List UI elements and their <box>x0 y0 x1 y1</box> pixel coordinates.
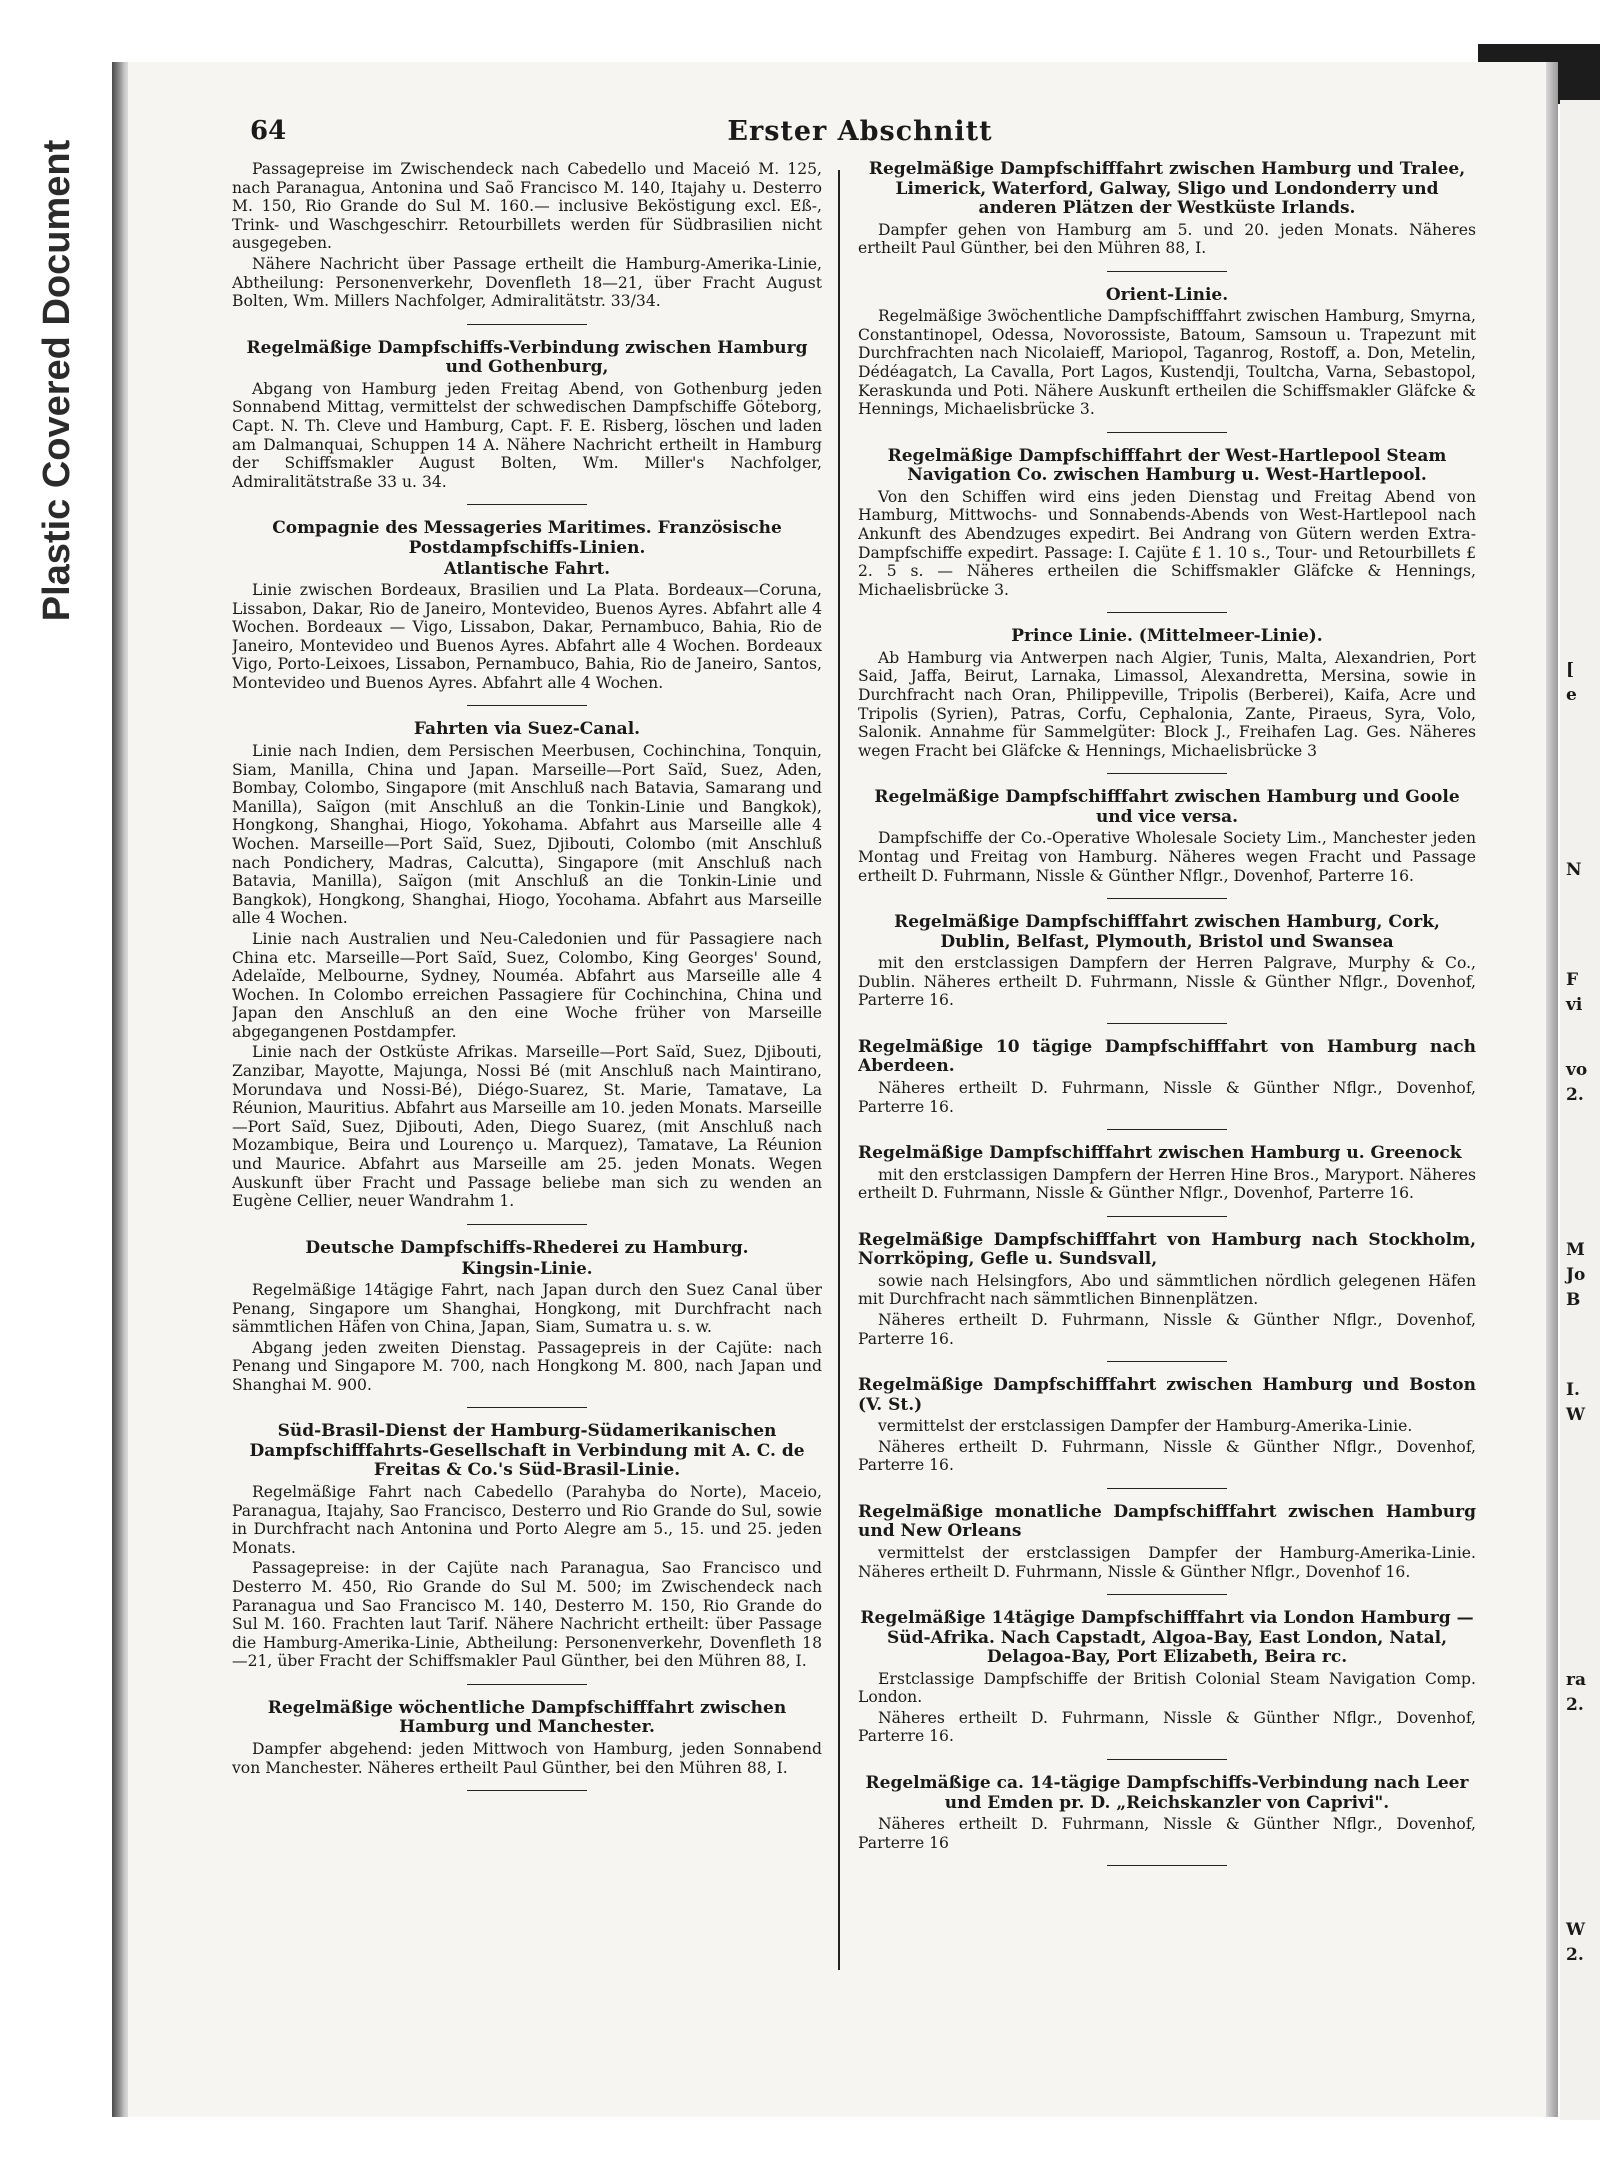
notice-entry <box>232 720 822 1210</box>
entry-title: Regelmäßige Dampfschifffahrt zwischen Hamburg, Cork, Dublin, Belfast, Plymouth, Bristol und Swansea <box>894 912 1440 952</box>
right-column <box>858 160 1476 2060</box>
entry-title: Regelmäßige monatliche Dampfschifffahrt zwischen Hamburg und New Orleans <box>858 1501 1476 1542</box>
entry-paragraph: mit den erstclassigen Dampfern der Herren Palgrave, Murphy & Co., Dublin. Näheres ertheilt D. Fuhrmann, Nissle & Günther Nflgr., Dovenhof, Parterre 16. <box>858 954 1476 1010</box>
entry-paragraph: Ab Hamburg via Antwerpen nach Algier, Tunis, Malta, Alexandrien, Port Said, Jaffa, Beirut, Larnaka, Limassol, Alexandretta, Mersina, sowie in Durchfracht nach Oran, Philippeville, Tripolis (Berberei), Kaifa, Acre und Tripolis (Syrien), Patras, Corfu, Cephalonia, Zante, Piraeus, Syra, Volo, Salonik. Annahme für Sammelgüter: Block J., Freihafen Lag. Ges. Näheres wegen Fracht bei Gläfcke & Hennings, Michaelisbrücke 3 <box>858 648 1476 760</box>
notice-entry <box>232 160 822 311</box>
section-rule <box>467 1684 587 1685</box>
entry-paragraph: vermittelst der erstclassigen Dampfer der Hamburg-Amerika-Linie. Näheres ertheilt D. Fuhrmann, Nissle & Günther Nflgr., Dovenhof 16. <box>858 1543 1476 1581</box>
section-rule <box>467 1224 587 1225</box>
entry-subtitle: Atlantische Fahrt. <box>443 559 611 579</box>
notice-entry <box>858 1774 1476 1852</box>
end-rule <box>467 1790 587 1791</box>
next-page-fragment: ra <box>1566 1670 1586 1690</box>
notice-entry <box>858 1038 1476 1116</box>
entry-paragraph: sowie nach Helsingfors, Abo und sämmtlichen nördlich gelegenen Häfen mit Durchfracht nach sämmtlichen Binnenplätzen. <box>858 1271 1476 1309</box>
notice-entry <box>232 1699 822 1777</box>
section-rule <box>1107 1216 1227 1217</box>
entry-title: Fahrten via Suez-Canal. <box>413 719 641 740</box>
entry-paragraph: Von den Schiffen wird eins jeden Dienstag und Freitag Abend von Hamburg, Mittwochs- und Sonnabends-Abends von West-Hartlepool nach Ankunft des Abendzuges expedirt. Bei Andrang von Gütern werden Extra-Dampfschiffe expedirt. Passage: I. Cajüte £ 1. 10 s., Tour- und Retourbillets £ 2. 5 s. — Näheres ertheilen die Schiffsmakler Gläfcke & Hennings, Michaelisbrücke 3. <box>858 487 1476 599</box>
notice-entry <box>232 1422 822 1670</box>
entry-paragraph: Passagepreise im Zwischendeck nach Cabedello und Maceió M. 125, nach Paranagua, Antonina und Saõ Francisco M. 140, Itajahy u. Desterro M. 150, Rio Grande do Sul M. 160.— inclusive Beköstigung excl. Eß-, Trink- und Waschgeschirr. Retourbillets werden für Südbrasilien nicht ausgegeben. <box>232 160 822 253</box>
next-page-fragment: 2. <box>1566 1695 1584 1715</box>
next-page-fragment: M <box>1566 1240 1585 1260</box>
entry-paragraph: Abgang jeden zweiten Dienstag. Passagepreis in der Cajüte: nach Penang und Singapore M. 700, nach Hongkong M. 800, nach Japan und Shanghai M. 900. <box>232 1338 822 1394</box>
section-rule <box>1107 1361 1227 1362</box>
page-number: 64 <box>250 116 287 146</box>
next-page-fragment: vo <box>1566 1060 1588 1080</box>
notice-entry <box>858 913 1476 1010</box>
page-edge <box>1546 62 1558 2117</box>
entry-paragraph: Näheres ertheilt D. Fuhrmann, Nissle & Günther Nflgr., Dovenhof, Parterre 16. <box>858 1708 1476 1746</box>
entry-paragraph: vermittelst der erstclassigen Dampfer der Hamburg-Amerika-Linie. <box>878 1417 1413 1436</box>
entry-title: Regelmäßige 14tägige Dampfschifffahrt via London Hamburg — Süd-Afrika. Nach Capstadt, Algoa-Bay, East London, Natal, Delagoa-Bay, Port Elizabeth, Beira rc. <box>860 1608 1474 1668</box>
notice-entry <box>858 1503 1476 1581</box>
entry-paragraph: Linie nach der Ostküste Afrikas. Marseille—Port Saïd, Suez, Djibouti, Zanzibar, Mayotte, Majunga, Nossi Bé (mit Anschluß nach Maintirano, Morundava und Nossi-Bé), Diégo-Suarez, St. Marie, Tamatave, La Réunion, Mauritius. Abfahrt aus Marseille am 10. jeden Monats. Marseille—Port Saïd, Suez, Djibouti, Aden, Diego Suarez, (mit Anschluß nach Mozambique, Beira und Lourenço u. Marquez), Tamatave, La Réunion und Maurice. Abfahrt aus Marseille am 25. jeden Monats. Wegen Auskunft über Fracht und Passage beliebe man sich zu wenden an Eugène Cellier, neuer Wandrahm 1. <box>232 1043 822 1211</box>
end-rule <box>1107 1865 1227 1866</box>
next-page-fragment: W <box>1566 1405 1586 1425</box>
entry-title: Regelmäßige wöchentliche Dampfschifffahrt zwischen Hamburg und Manchester. <box>267 1697 787 1738</box>
entry-title: Regelmäßige Dampfschifffahrt zwischen Hamburg und Tralee, Limerick, Waterford, Galway, Sligo und Londonderry und anderen Plätzen der Westküste Irlands. <box>868 160 1466 218</box>
entry-title: Regelmäßige Dampfschiffs-Verbindung zwischen Hamburg und Gothenburg, <box>246 337 808 378</box>
column-divider <box>838 170 840 1970</box>
section-rule <box>1107 432 1227 433</box>
entry-paragraph: Linie zwischen Bordeaux, Brasilien und La Plata. Bordeaux—Coruna, Lissabon, Dakar, Rio de Janeiro, Montevideo, Buenos Ayres. Abfahrt alle 4 Wochen. Bordeaux — Vigo, Lissabon, Dakar, Pernambuco, Bahia, Rio de Janeiro, Montevideo und Buenos Ayres. Abfahrt alle 4 Wochen. Bordeaux Vigo, Porto-Leixoes, Lissabon, Pernambuco, Bahia, Rio de Janeiro, Santos, Montevideo und Buenos Ayres. Abfahrt alle 4 Wochen. <box>232 580 822 692</box>
section-rule <box>467 504 587 505</box>
section-rule <box>467 1407 587 1408</box>
section-rule <box>1107 773 1227 774</box>
left-column <box>232 160 822 2060</box>
section-rule <box>1107 1129 1227 1130</box>
entry-title: Compagnie des Messageries Maritimes. Französische Postdampfschiffs-Linien. <box>272 518 782 558</box>
page-header <box>250 116 1470 156</box>
notice-entry <box>858 1609 1476 1746</box>
next-page-fragment: 2. <box>1566 1945 1584 1965</box>
notice-entry <box>858 627 1476 760</box>
next-page-strip <box>1560 100 1600 2120</box>
section-rule <box>1107 898 1227 899</box>
notice-entry <box>858 286 1476 419</box>
entry-paragraph: Näheres ertheilt D. Fuhrmann, Nissle & Günther Nflgr., Dovenhof, Parterre 16. <box>858 1311 1476 1348</box>
section-rule <box>1107 1759 1227 1760</box>
next-page-fragment: W <box>1566 1920 1586 1940</box>
next-page-fragment: F <box>1566 970 1579 990</box>
notice-entry <box>858 1231 1476 1348</box>
next-page-fragment: I. <box>1566 1380 1580 1400</box>
entry-paragraph: Näheres ertheilt D. Fuhrmann, Nissle & Günther Nflgr., Dovenhof, Parterre 16. <box>858 1437 1476 1475</box>
notice-entry <box>858 1376 1476 1475</box>
entry-paragraph: Dampfer gehen von Hamburg am 5. und 20. jeden Monats. Näheres ertheilt Paul Günther, bei den Mühren 88, I. <box>858 220 1476 258</box>
entry-paragraph: Näheres ertheilt D. Fuhrmann, Nissle & Günther Nflgr., Dovenhof, Parterre 16. <box>858 1078 1476 1116</box>
entry-paragraph: Näheres ertheilt D. Fuhrmann, Nissle & Günther Nflgr., Dovenhof, Parterre 16 <box>858 1815 1476 1852</box>
entry-title: Regelmäßige Dampfschifffahrt von Hamburg nach Stockholm, Norrköping, Gefle u. Sundsvall, <box>858 1229 1476 1270</box>
entry-title: Prince Linie. (Mittelmeer-Linie). <box>1011 626 1323 647</box>
entry-title: Regelmäßige Dampfschifffahrt zwischen Hamburg u. Greenock <box>858 1143 1462 1164</box>
entry-paragraph: Erstclassige Dampfschiffe der British Colonial Steam Navigation Comp. London. <box>858 1669 1476 1707</box>
entry-title: Deutsche Dampfschiffs-Rhederei zu Hamburg. <box>305 1237 749 1258</box>
section-rule <box>1107 1023 1227 1024</box>
notice-entry <box>232 519 822 692</box>
entry-title: Regelmäßige ca. 14-tägige Dampfschiffs-Verbindung nach Leer und Emden pr. D. „Reichskanzler von Caprivi". <box>865 1773 1469 1813</box>
entry-title: Orient-Linie. <box>1105 284 1229 305</box>
notice-entry <box>858 160 1476 258</box>
section-rule <box>1107 1594 1227 1595</box>
notice-entry <box>858 788 1476 885</box>
entry-paragraph: Regelmäßige 3wöchentliche Dampfschifffahrt zwischen Hamburg, Smyrna, Constantinopel, Odessa, Novorossiste, Batoum, Samsoun u. Trapezunt mit Durchfrachten nach Nicolaieff, Mariopol, Taganrog, Rostoff, a. Don, Metelin, Dédéagatch, La Cavalla, Port Lagos, Kustendji, Toultcha, Varna, Sebastopol, Keraskunda und Poti. Nähere Auskunft ertheilen die Schiffsmakler Gläfcke & Hennings, Michaelisbrücke 3. <box>858 307 1476 419</box>
entry-paragraph: mit den erstclassigen Dampfern der Herren Hine Bros., Maryport. Näheres ertheilt D. Fuhrmann, Nissle & Günther Nflgr., Dovenhof, Parterre 16. <box>858 1165 1476 1203</box>
entry-paragraph: Regelmäßige 14tägige Fahrt, nach Japan durch den Suez Canal über Penang, Singapore um Shanghai, Hongkong, mit Durchfracht nach sämmtlichen Häfen von China, Japan, Siam, Sumatra u. s. w. <box>232 1280 822 1337</box>
entry-paragraph: Linie nach Australien und Neu-Caledonien und für Passagiere nach China etc. Marseille—Port Saïd, Suez, Colombo, King Georges' Sound, Adelaïde, Melbourne, Sydney, Nouméa. Abfahrt aus Marseille alle 4 Wochen. In Colombo erreichen Passagiere für Cochinchina, China und Japan den Anschluß an den eine Woche früher von Marseille abgegangenen Postdampfer. <box>232 929 822 1041</box>
next-page-fragment: Jo <box>1566 1265 1586 1285</box>
next-page-fragment: 2. <box>1566 1085 1584 1105</box>
next-page-fragment: B <box>1566 1290 1581 1310</box>
next-page-fragment: vi <box>1566 995 1583 1015</box>
entry-paragraph: Passagepreise: in der Cajüte nach Paranagua, Sao Francisco und Desterro M. 450, Rio Grande do Sul M. 500; im Zwischendeck nach Paranagua und Sao Francisco M. 140, Desterro M. 150, Rio Grande do Sul M. 160. Frachten laut Tarif. Nähere Nachricht ertheilt: über Passage die Hamburg-Amerika-Linie, Abtheilung: Personenverkehr, Dovenfleth 18—21, über Fracht der Schiffsmakler Paul Günther, bei den Mühren 88, I. <box>232 1559 822 1671</box>
section-rule <box>1107 1488 1227 1489</box>
side-label: Plastic Covered Document <box>36 139 79 621</box>
next-page-fragment: [ <box>1566 660 1575 680</box>
notice-entry <box>232 1239 822 1395</box>
entry-title: Regelmäßige 10 tägige Dampfschifffahrt von Hamburg nach Aberdeen. <box>858 1036 1476 1077</box>
entry-paragraph: Dampfschiffe der Co.-Operative Wholesale Society Lim., Manchester jeden Montag und Freitag von Hamburg. Näheres wegen Fracht und Passage ertheilt D. Fuhrmann, Nissle & Günther Nflgr., Dovenhof, Parterre 16. <box>858 829 1476 885</box>
entry-title: Regelmäßige Dampfschifffahrt zwischen Hamburg und Boston (V. St.) <box>858 1375 1476 1415</box>
next-page-fragment: e <box>1566 685 1577 705</box>
entry-title: Regelmäßige Dampfschifffahrt zwischen Hamburg und Goole und vice versa. <box>874 787 1460 827</box>
notice-entry <box>232 339 822 492</box>
notice-entry <box>858 1144 1476 1203</box>
entry-title: Süd-Brasil-Dienst der Hamburg-Südamerikanischen Dampfschifffahrts-Gesellschaft in Verbindung mit A. C. de Freitas & Co.'s Süd-Brasil-Linie. <box>249 1421 805 1481</box>
entry-paragraph: Linie nach Indien, dem Persischen Meerbusen, Cochinchina, Tonquin, Siam, Manilla, China und Japan. Marseille—Port Saïd, Suez, Aden, Bombay, Colombo, Singapore (mit Anschluß nach Batavia, Samarang und Manilla), Saïgon (mit Anschluß an die Tonkin-Linie und Bangkok), Hongkong, Shanghai, Hiogo, Yokohama. Abfahrt aus Marseille alle 4 Wochen. Marseille—Port Saïd, Suez, Djibouti, Colombo (mit Anschluß nach Pondichery, Madras, Calcutta), Singapore (mit Anschluß nach Batavia, Manilla), Saïgon (mit Anschluß an die Tonkin-Linie und Bangkok), Hongkong, Shanghai, Hiogo, Yocohama. Abfahrt aus Marseille alle 4 Wochen. <box>232 741 822 928</box>
section-rule <box>1107 271 1227 272</box>
entry-title: Regelmäßige Dampfschifffahrt der West-Hartlepool Steam Navigation Co. zwischen Hamburg u. West-Hartlepool. <box>887 445 1447 486</box>
notice-entry <box>858 447 1476 600</box>
running-title: Erster Abschnitt <box>727 116 993 147</box>
section-rule <box>1107 612 1227 613</box>
entry-paragraph: Regelmäßige Fahrt nach Cabedello (Parahyba do Norte), Maceio, Paranagua, Itajahy, Sao Francisco, Desterro und Rio Grande do Sul, sowie in Durchfracht nach Antonina und Porto Alegre am 5., 15. und 25. jeden Monats. <box>232 1482 822 1557</box>
entry-paragraph: Dampfer abgehend: jeden Mittwoch von Hamburg, jeden Sonnabend von Manchester. Näheres ertheilt Paul Günther, bei den Mühren 88, I. <box>232 1739 822 1777</box>
entry-paragraph: Abgang von Hamburg jeden Freitag Abend, von Gothenburg jeden Sonnabend Mittag, vermittelst der schwedischen Dampfschiffe Göteborg, Capt. N. Th. Cleve und Hamburg, Capt. F. E. Risberg, löschen und laden am Dalmanquai, Schuppen 14 A. Nähere Nachricht ertheilt in Hamburg der Schiffsmakler August Bolten, Wm. Miller's Nachfolger, Admiralitätstraße 33 u. 34. <box>232 379 822 491</box>
entry-paragraph: Nähere Nachricht über Passage ertheilt die Hamburg-Amerika-Linie, Abtheilung: Personenverkehr, Dovenfleth 18—21, über Fracht August Bolten, Wm. Millers Nachfolger, Admiralitätstr. 33/34. <box>232 254 822 311</box>
section-rule <box>467 324 587 325</box>
entry-subtitle: Kingsin-Linie. <box>461 1259 593 1279</box>
next-page-fragment: N <box>1566 860 1582 880</box>
section-rule <box>467 705 587 706</box>
